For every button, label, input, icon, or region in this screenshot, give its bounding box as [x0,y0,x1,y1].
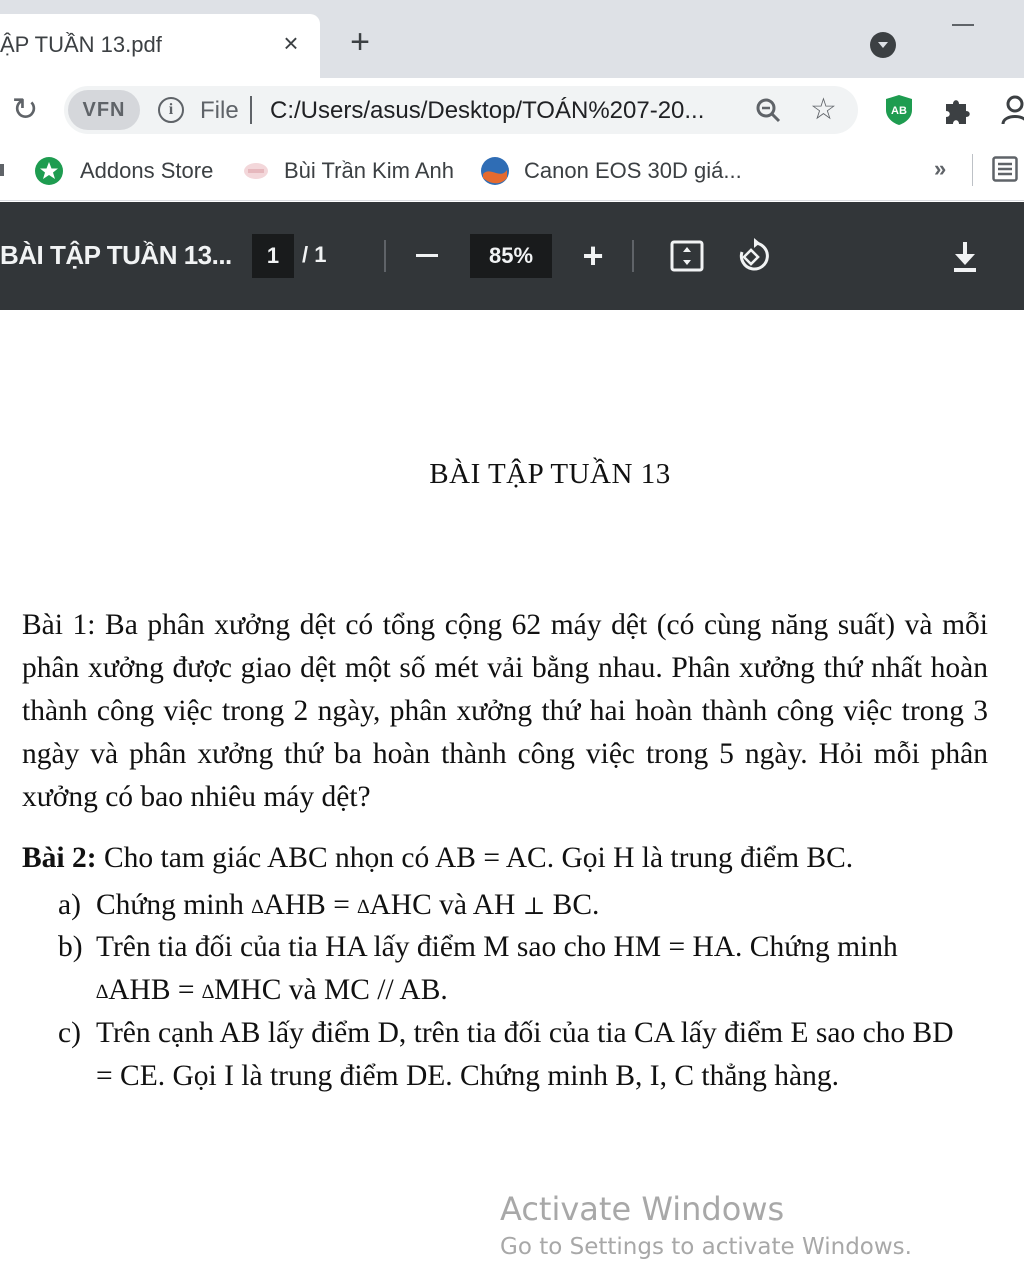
canon-favicon [480,156,510,186]
triangle-icon: ∆ [201,981,215,1003]
item-text: Trên cạnh AB lấy điểm D, trên tia đối của tia CA lấy điểm E sao cho BD = CE. Gọi I là trung điểm DE. Chứng minh B, I, C thẳng hàng. [96,1017,954,1092]
info-icon[interactable]: i [158,97,184,123]
reading-list-icon[interactable] [992,156,1018,182]
file-scheme-label: File [200,97,239,124]
page-number-input[interactable]: 1 [252,234,294,278]
tab-search-icon[interactable] [870,32,896,58]
item-label: b) [58,931,83,963]
tab-title: ẬP TUẦN 13.pdf [0,32,162,57]
exercise-2-intro [22,842,853,875]
reload-icon[interactable]: ↻ [11,91,39,127]
pdf-page [0,310,1024,1280]
fit-to-page-icon[interactable] [670,240,704,272]
page-total: / 1 [302,242,327,267]
zoom-icon[interactable] [754,96,782,124]
omnibox-divider [250,96,252,124]
text-part: AHB = [108,974,202,1006]
extensions-icon[interactable] [942,94,974,126]
tab-pdf[interactable] [0,14,320,78]
new-tab-button[interactable]: + [350,23,370,61]
text-part: BC. [545,889,600,921]
profile-icon[interactable] [1000,94,1024,126]
bookmarks-overflow-icon[interactable]: » [934,156,947,181]
bookmark-label: Bùi Trần Kim Anh [284,158,454,183]
address-bar[interactable] [64,86,858,134]
rotate-icon[interactable] [736,238,772,274]
exercise-1: Bài 1: Ba phân xưởng dệt có tổng cộng 62 máy dệt (có cùng năng suất) và mỗi phân xưởng được giao dệt một số mét vải bằng nhau. Phân xưởng thứ nhất hoàn thành công việc trong 2 ngày, phân xưởng thứ hai hoàn thành công việc trong 3 ngày và phân xưởng thứ ba hoàn thành công việc trong 5 ngày. Hỏi mỗi phân xưởng có bao nhiêu máy dệt? [22,609,988,813]
activate-windows-watermark [500,1190,912,1260]
vn-extension-badge[interactable]: VFN [68,90,140,130]
item-text [96,884,958,930]
text-part: AHB = [263,889,358,921]
download-icon[interactable] [950,238,980,274]
exercise-2c [58,1012,958,1142]
adblock-label: AB [891,105,907,117]
item-label: c) [58,1017,81,1049]
zoom-out-button[interactable] [416,254,438,257]
addons-store-icon [34,156,64,186]
zoom-level-input[interactable]: 85% [470,234,552,278]
url-text[interactable]: C:/Users/asus/Desktop/TOÁN%207-20... [270,97,705,124]
watermark-subtitle: Go to Settings to activate Windows. [500,1234,912,1260]
bookmark-canon-eos[interactable] [480,154,740,188]
exercise-2-label: Bài 2: [22,842,97,874]
pdf-viewer-toolbar [0,202,1024,310]
bookmark-edge-icon [0,164,4,176]
toolbar-divider [632,240,634,272]
triangle-icon: ∆ [96,981,109,1003]
item-text [96,926,958,1015]
bookmarks-bar [0,142,1024,201]
text-part: Chứng minh [96,889,252,921]
bookmark-bui-tran-kim-anh[interactable] [242,154,462,188]
bookmark-label: Addons Store [80,158,214,183]
exercise-2b [58,926,958,1012]
document-title: BÀI TẬP TUẦN 13 [429,458,671,490]
bookmark-label: Canon EOS 30D giá... [524,158,742,183]
minimize-icon[interactable] [952,24,974,26]
tab-strip [0,0,1024,78]
exercise-2-text: Cho tam giác ABC nhọn có AB = AC. Gọi H là trung điểm BC. [103,842,854,874]
text-part: MHC và MC // AB. [214,974,448,1006]
exercise-2a [58,884,958,927]
item-label: a) [58,889,81,921]
text-part: Trên tia đối của tia HA lấy điểm M sao cho HM = HA. Chứng minh [96,931,898,963]
zoom-in-button[interactable]: + [582,235,604,276]
person-favicon [242,158,270,184]
bookmark-addons-store[interactable] [34,154,224,188]
tab-close-icon[interactable]: × [283,28,299,58]
watermark-title: Activate Windows [500,1190,785,1228]
browser-toolbar [0,78,1024,142]
triangle-icon: ∆ [251,896,264,918]
toolbar-divider [384,240,386,272]
bookmarks-divider [972,154,973,186]
pdf-title: BÀI TẬP TUẦN 13... [0,240,232,270]
text-part: AHC và AH [369,889,523,921]
adblock-icon[interactable] [884,94,914,126]
bookmark-star-icon[interactable]: ☆ [810,93,837,126]
perpendicular-icon: ⊥ [522,894,546,920]
triangle-icon: ∆ [357,896,370,918]
